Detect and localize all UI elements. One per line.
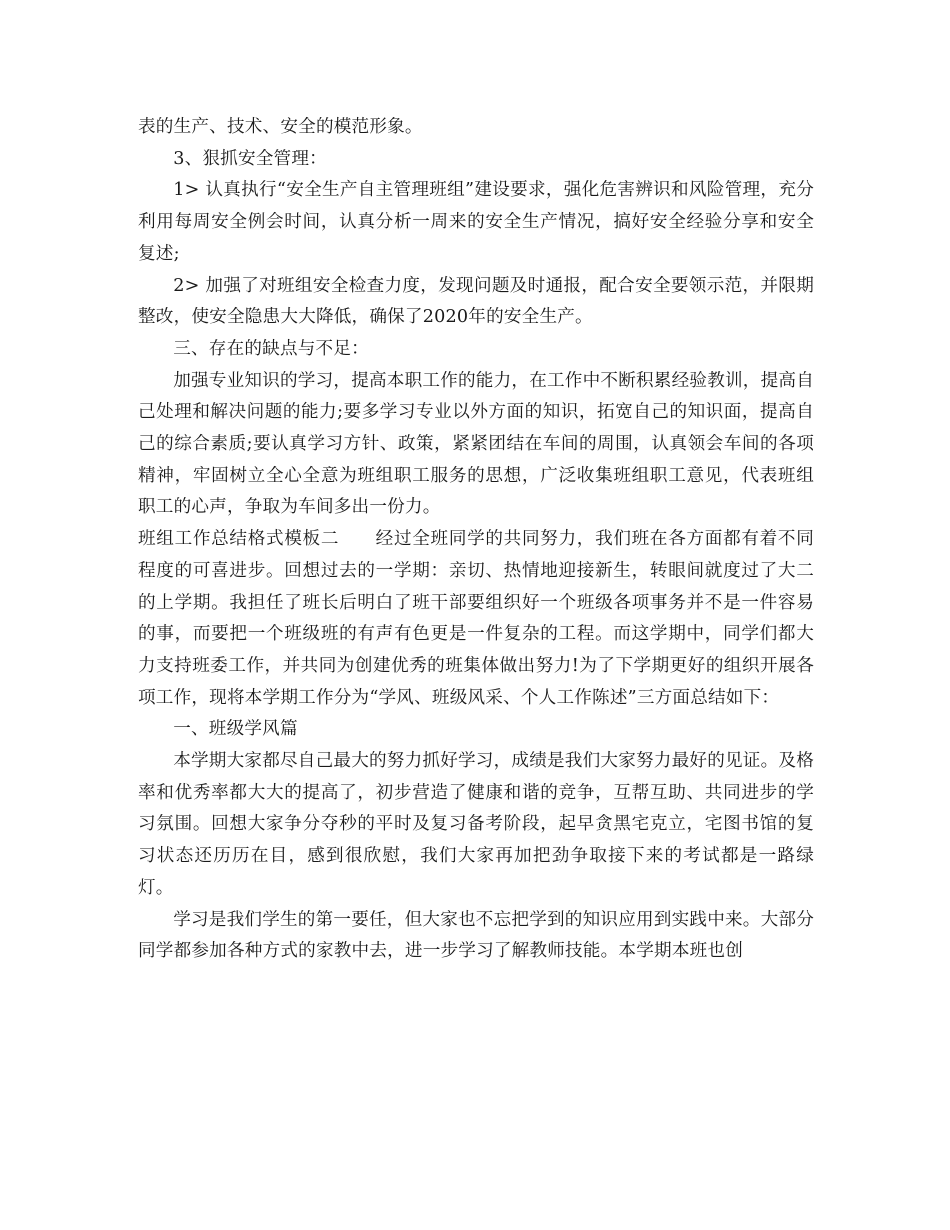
paragraph-6: 加强专业知识的学习，提高本职工作的能力，在工作中不断积累经验教训，提高自己处理和解决问题的能力;要多学习专业以外方面的知识，拓宽自己的知识面，提高自己的综合素质;要认真学习方针、政策，紧紧团结在车间的周围，认真领会车间的各项精神，牢固树立全心全意为班组职工服务的思想，广泛收集班组职工意见，代表班组职工的心声，争取为车间多出一份力。: [138, 370, 814, 518]
section-heading-shortcomings: 三、存在的缺点与不足：: [173, 338, 369, 359]
document-page: [138, 112, 814, 968]
section-heading-study-style: 一、班级学风篇: [173, 719, 298, 740]
paragraph-template-two: 班组工作总结格式模板二 经过全班同学的共同努力，我们班在各方面都有着不同程度的可喜进步。回想过去的一学期：亲切、热情地迎接新生，转眼间就度过了大二的上学期。我担任了班长后明白了班干部要组织好一个班级各项事务并不是一件容易的事，而要把一个班级班的有声有色更是一件复杂的工程。而这学期中，同学们都大力支持班委工作，并共同为创建优秀的班集体做出努力!为了下学期更好的组织开展各项工作，现将本学期工作分为“学风、班级风采、个人工作陈述”三方面总结如下：: [138, 529, 814, 708]
paragraph-4: 2> 加强了对班组安全检查力度，发现问题及时通报，配合安全要领示范，并限期整改，使安全隐患大大降低，确保了2020年的安全生产。: [138, 275, 814, 328]
paragraph-1: 表的生产、技术、安全的模范形象。: [138, 117, 423, 137]
paragraph-9: 本学期大家都尽自己最大的努力抓好学习，成绩是我们大家努力最好的见证。及格率和优秀率都大大的提高了，初步营造了健康和谐的竞争，互帮互助、共同进步的学习氛围。回想大家争分夺秒的平时及复习备考阶段，起早贪黑宅克立，宅图书馆的复习状态还历历在目，感到很欣慰，我们大家再加把劲争取接下来的考试都是一路绿灯。: [138, 751, 814, 898]
paragraph-10: 学习是我们学生的第一要任，但大家也不忘把学到的知识应用到实践中来。大部分同学都参加各种方式的家教中去，进一步学习了解教师技能。本学期本班也创: [138, 909, 814, 962]
paragraph-3: 1> 认真执行“安全生产自主管理班组”建设要求，强化危害辨识和风险管理，充分利用每周安全例会时间，认真分析一周来的安全生产情况，搞好安全经验分享和安全复述;: [138, 180, 814, 264]
paragraph-2: 3、狠抓安全管理：: [173, 148, 327, 169]
